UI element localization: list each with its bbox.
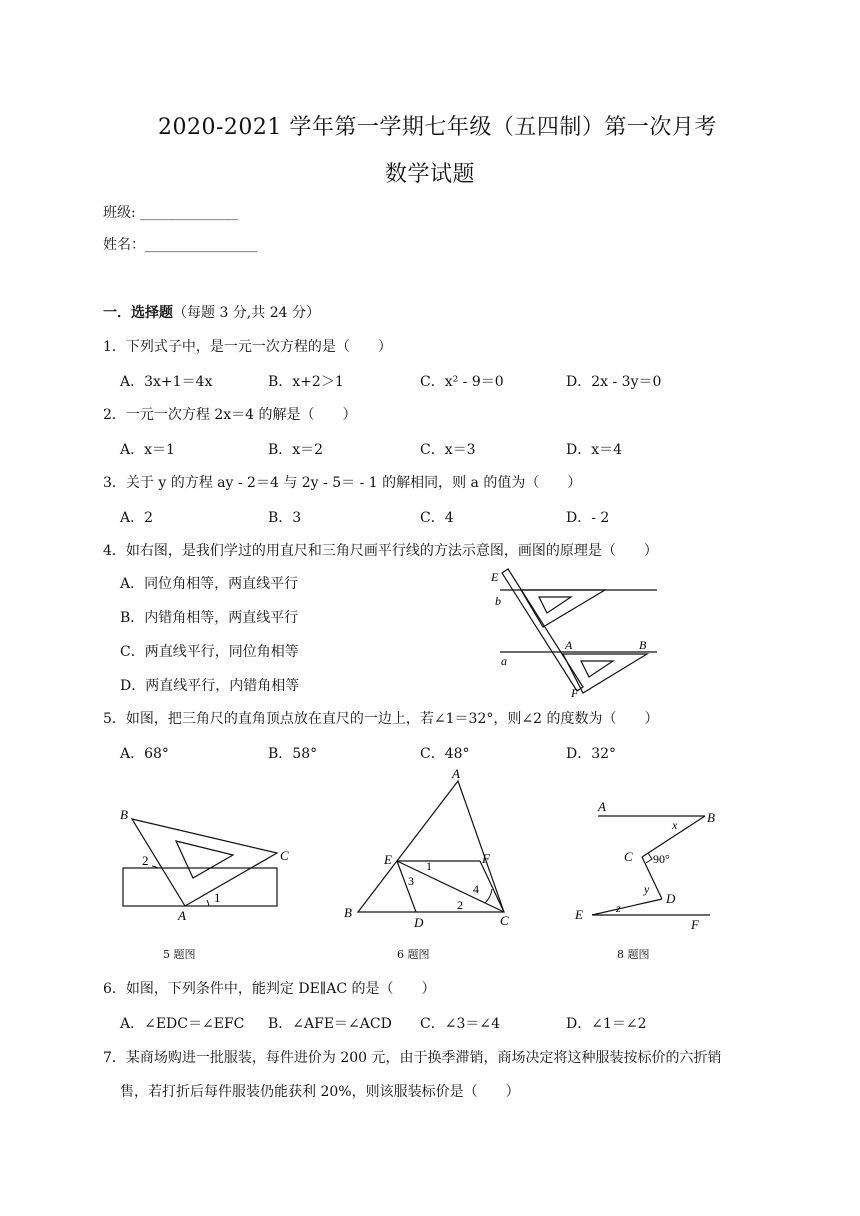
class-field: 班级: ______________ xyxy=(103,205,239,221)
question-5-stem: 5．如图，把三角尺的直角顶点放在直尺的一边上，若∠1＝32°，则∠2 的度数为（ ） xyxy=(103,711,659,727)
label-x: x xyxy=(672,818,678,832)
question-1-stem: 1．下列式子中，是一元一次方程的是（ ） xyxy=(103,339,392,355)
label-A: A xyxy=(452,766,460,781)
q6-option-d: D．∠1＝∠2 xyxy=(566,1016,647,1032)
figure-6 xyxy=(340,765,520,935)
label-C: C xyxy=(500,913,509,928)
name-field: 姓名：________________ xyxy=(103,237,257,253)
figure-8 xyxy=(570,795,720,935)
angle-4-arc xyxy=(485,889,492,903)
q6-option-a: A．∠EDC＝∠EFC xyxy=(120,1016,245,1032)
q6-option-c: C．∠3＝∠4 xyxy=(420,1016,500,1032)
q4-option-c: C．两直线平行，同位角相等 xyxy=(120,644,299,660)
q3-option-d: D．- 2 xyxy=(566,510,610,526)
label-D: D xyxy=(666,891,676,906)
figure-6-caption: 6 题图 xyxy=(397,948,430,961)
q4-option-d: D．两直线平行，内错角相等 xyxy=(120,678,300,694)
question-7-stem-line1: 7．某商场购进一批服装，每件进价为 200 元，由于换季滞销，商场决定将这种服装按标价的六折销 xyxy=(103,1050,722,1066)
q1-option-a: A．3x+1＝4x xyxy=(120,374,213,390)
q5-option-c: C．48° xyxy=(420,746,470,762)
section-heading xyxy=(103,302,320,322)
q2-option-b: B．x＝2 xyxy=(268,442,324,458)
label-E: E xyxy=(491,570,499,584)
label-2: 2 xyxy=(142,853,149,868)
figure-5 xyxy=(110,800,300,925)
q1-option-b: B．x+2＞1 xyxy=(268,374,344,390)
q3-option-c: C．4 xyxy=(420,510,454,526)
q3-option-a: A．2 xyxy=(120,510,154,526)
q4-figure xyxy=(485,565,665,700)
label-F: F xyxy=(691,917,699,932)
exam-subtitle: 数学试题 xyxy=(385,162,476,187)
label-B: B xyxy=(707,810,715,825)
segment-DE xyxy=(592,899,662,915)
figure-5-caption: 5 题图 xyxy=(163,948,196,961)
label-B: B xyxy=(120,807,128,822)
section-note: （每题 3 分,共 24 分） xyxy=(173,305,320,321)
figure-8-caption: 8 题图 xyxy=(617,948,650,961)
label-b: b xyxy=(495,594,501,608)
triangle-upper-inner xyxy=(539,597,571,613)
label-y: y xyxy=(644,882,650,896)
label-A: A xyxy=(565,638,573,652)
question-3-stem: 3．关于 y 的方程 ay - 2＝4 与 2y - 5＝ - 1 的解相同，则 a 的值为（ ） xyxy=(103,475,582,491)
q1-option-d: D．2x - 3y＝0 xyxy=(566,374,662,390)
q3-option-b: B．3 xyxy=(268,510,302,526)
label-B: B xyxy=(344,905,352,920)
q6-option-b: B．∠AFE＝∠ACD xyxy=(268,1016,392,1032)
question-4-stem: 4．如右图，是我们学过的用直尺和三角尺画平行线的方法示意图，画图的原理是（ ） xyxy=(103,543,658,559)
q2-option-c: C．x＝3 xyxy=(420,442,476,458)
question-6-stem: 6．如图，下列条件中，能判定 DE∥AC 的是（ ） xyxy=(103,981,436,997)
q2-option-a: A．x＝1 xyxy=(120,442,175,458)
triangle-ABC xyxy=(358,781,504,912)
set-square-inner xyxy=(176,841,233,878)
section-title: 一．选择题 xyxy=(103,305,173,321)
q5-option-d: D．32° xyxy=(566,746,617,762)
label-C: C xyxy=(280,848,289,863)
question-2-stem: 2．一元一次方程 2x＝4 的解是（ ） xyxy=(103,407,357,423)
q4-option-b: B．内错角相等，两直线平行 xyxy=(120,610,299,626)
exam-title: 2020-2021 学年第一学期七年级（五四制）第一次月考 xyxy=(158,115,717,140)
label-3: 3 xyxy=(408,874,414,888)
question-7-stem-line2: 售，若打折后每件服装仍能获利 20%，则该服装标价是（ ） xyxy=(120,1084,520,1100)
q1-option-c: C．x² - 9＝0 xyxy=(420,374,504,390)
label-4: 4 xyxy=(473,882,479,896)
label-F: F xyxy=(571,686,579,700)
ruler xyxy=(502,569,583,691)
q5-option-b: B．58° xyxy=(268,746,318,762)
q4-option-a: A．同位角相等，两直线平行 xyxy=(120,576,299,592)
angle-1-arc xyxy=(207,900,209,906)
label-B: B xyxy=(639,638,647,652)
label-C: C xyxy=(624,849,633,864)
label-a: a xyxy=(501,654,507,668)
label-F: F xyxy=(482,851,490,866)
q2-option-d: D．x＝4 xyxy=(566,442,623,458)
label-D: D xyxy=(414,915,424,930)
label-1: 1 xyxy=(214,890,221,905)
triangle-lower-inner xyxy=(581,661,613,677)
label-z: z xyxy=(616,901,621,915)
set-square xyxy=(132,819,277,906)
label-E: E xyxy=(575,907,583,922)
segment-FC xyxy=(480,861,504,912)
label-A: A xyxy=(598,799,606,814)
label-A: A xyxy=(178,908,186,923)
label-E: E xyxy=(384,852,392,867)
label-2: 2 xyxy=(457,898,463,912)
label-1: 1 xyxy=(426,859,432,873)
label-90: 90° xyxy=(653,852,670,866)
q5-option-a: A．68° xyxy=(120,746,169,762)
